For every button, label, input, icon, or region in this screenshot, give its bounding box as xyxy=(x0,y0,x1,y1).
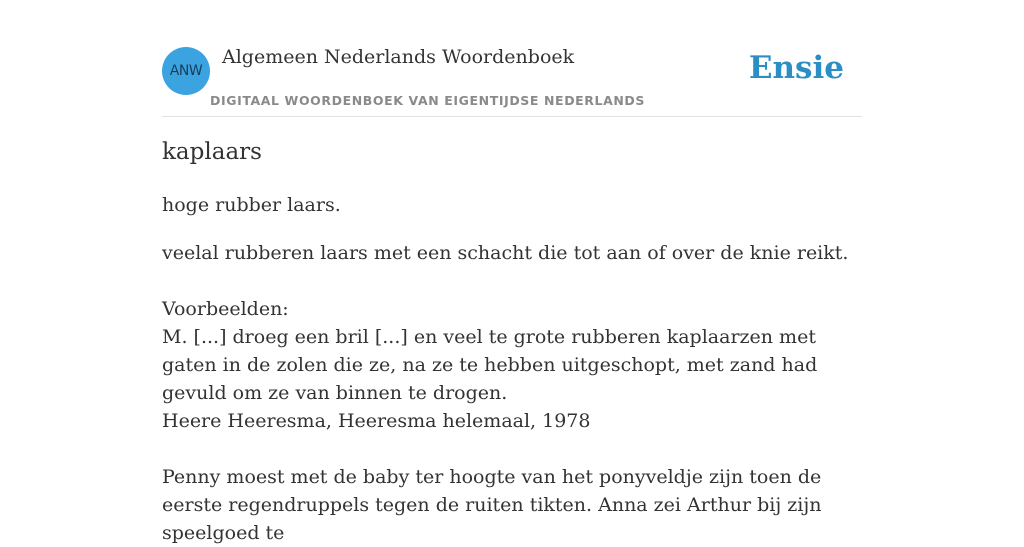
example-source: Heere Heeresma, Heeresma helemaal, 1978 xyxy=(162,410,591,432)
source-title: Algemeen Nederlands Woordenboek xyxy=(222,46,575,68)
ensie-brand-link[interactable]: Ensie xyxy=(748,50,844,86)
page-header xyxy=(162,0,862,117)
source-subtitle: DIGITAAL WOORDENBOEK VAN EIGENTIJDSE NEDERLANDS xyxy=(210,93,646,108)
entry-short-definition: hoge rubber laars. xyxy=(162,194,341,216)
anw-logo xyxy=(162,47,210,95)
example-quote: Penny moest met de baby ter hoogte van het ponyveldje zijn toen de eerste regendruppels tegen de ruiten tikten. Anna zei Arthur bij zijn speelgoed te xyxy=(162,466,822,544)
page-container xyxy=(162,0,862,544)
logo-text: ANW xyxy=(169,63,203,79)
entry-body xyxy=(162,239,862,547)
entry-definition: veelal rubberen laars met een schacht die tot aan of over de knie reikt. xyxy=(162,242,849,264)
examples-heading: Voorbeelden: xyxy=(162,298,289,320)
entry-term: kaplaars xyxy=(162,139,262,165)
example-quote: M. [...] droeg een bril [...] en veel te grote rubberen kaplaarzen met gaten in de zolen die ze, na ze te hebben uitgeschopt, met zand had gevuld om ze van binnen te drogen. xyxy=(162,326,818,404)
